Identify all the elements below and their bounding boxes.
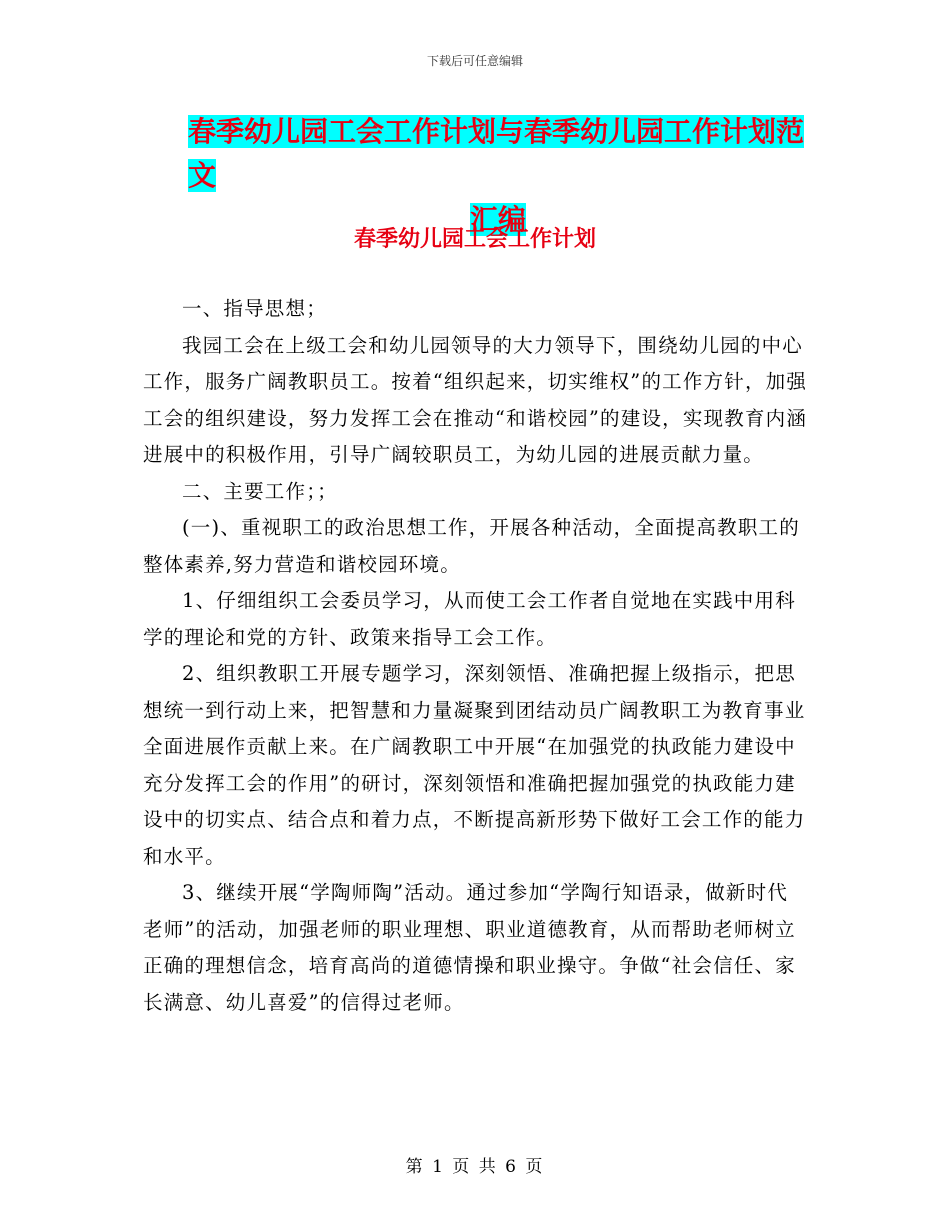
title-highlight: 春季幼儿园工会工作计划与春季幼儿园工作计划范文: [188, 115, 805, 192]
paragraph-item-2: 2、组织教职工开展专题学习，深刻领悟、准确把握上级指示，把思想统一到行动上来，把智慧和力量凝聚到团结动员广阔教职工为教育事业全面进展作贡献上来。在广阔教职工中开展“在加强党的执政能力建设中充分发挥工会的作用”的研讨，深刻领悟和准确把握加强党的执政能力建设中的切实点、结合点和着力点，不断提高新形势下做好工会工作的能力和水平。: [143, 662, 806, 868]
section-title: 春季幼儿园工会工作计划: [353, 227, 596, 252]
paragraph-item-1-heading: (一)、重视职工的政治思想工作，开展各种活动，全面提高教职工的整体素养,努力营造和谐校园环境。: [143, 516, 800, 576]
paragraph-guiding-ideology-heading: 一、指导思想；: [182, 297, 327, 320]
paragraph-item-1: 1、仔细组织工会委员学习，从而使工会工作者自觉地在实践中用科学的理论和党的方针、政策来指导工会工作。: [143, 589, 796, 649]
title-highlight: 汇编: [469, 203, 526, 236]
header-note: 下载后可任意编辑: [426, 54, 523, 68]
paragraph-item-3: 3、继续开展“学陶师陶”活动。通过参加“学陶行知语录，做新时代老师”的活动，加强老师的职业理想、职业道德教育，从而帮助老师树立正确的理想信念，培育高尚的道德情操和职业操守。争做“社会信任、家长满意、幼儿喜爱”的信得过老师。: [143, 881, 796, 1014]
paragraph-main-work-heading: 二、主要工作；；: [182, 479, 338, 503]
document-body: [143, 291, 808, 1021]
page-number-footer: 第 1 页 共 6 页: [405, 1157, 545, 1177]
document-title-line-1: [188, 110, 808, 198]
paragraph-guiding-ideology: 我园工会在上级工会和幼儿园领导的大力领导下，围绕幼儿园的中心工作，服务广阔教职员工。按着“组织起来，切实维权”的工作方针，加强工会的组织建设，努力发挥工会在推动“和谐校园”的建设，实现教育内涵进展中的积极作用，引导广阔较职员工，为幼儿园的进展贡献力量。: [143, 333, 808, 466]
